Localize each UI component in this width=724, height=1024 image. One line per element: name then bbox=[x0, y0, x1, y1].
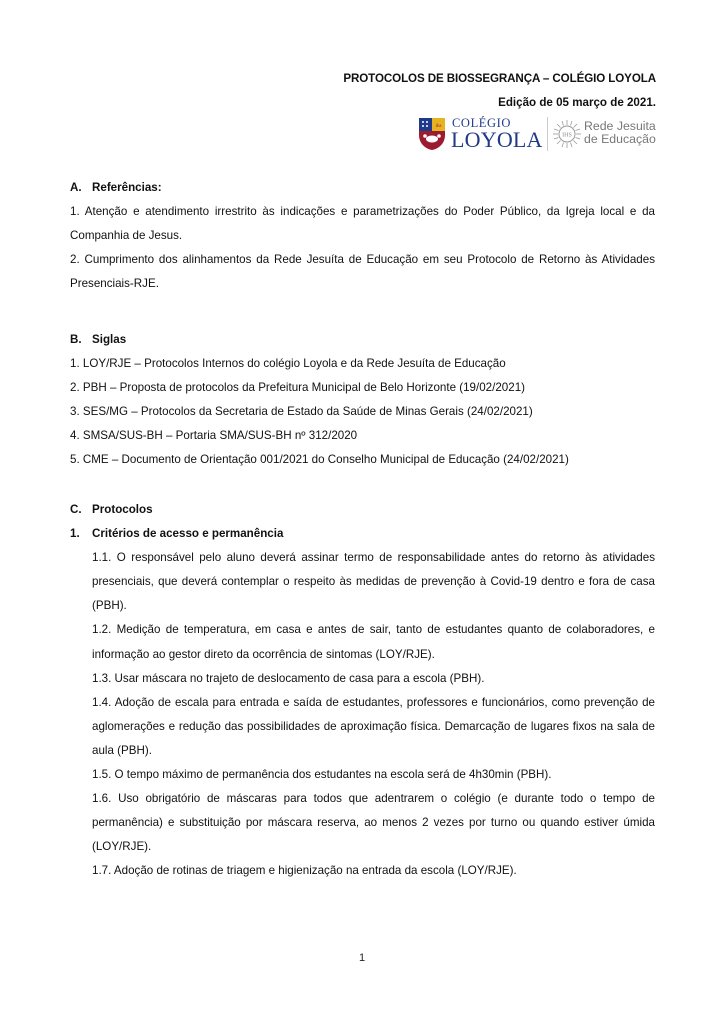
logo-rje-line1: Rede Jesuita bbox=[584, 119, 656, 133]
document-title: PROTOCOLOS DE BIOSSEGRANÇA – COLÉGIO LOYOLA bbox=[343, 72, 656, 85]
protocol-item: 1.1. O responsável pelo aluno deverá assinar termo de responsabilidade antes do retorno às atividades presenciais, que deverá contemplar o respeito às medidas de prevenção à Covid-19 dentro e fora de casa (PBH). bbox=[92, 551, 655, 613]
protocol-item: 1.6. Uso obrigatório de máscaras para todos que adentrarem o colégio (e durante todo o tempo de permanência) e substituição por máscara reserva, ao menos 2 vezes por turno ou quando estiver úmida (LOY/RJE). bbox=[92, 792, 655, 854]
section-letter: B. bbox=[70, 333, 82, 346]
edition-date: Edição de 05 março de 2021. bbox=[498, 96, 656, 109]
section-heading bbox=[70, 328, 655, 352]
section-title: Protocolos bbox=[92, 503, 153, 516]
page-number: 1 bbox=[358, 952, 366, 964]
colegio-loyola-shield-icon bbox=[418, 117, 446, 151]
acronym-item: 4. SMSA/SUS-BH – Portaria SMA/SUS-BH nº 312/2020 bbox=[70, 429, 358, 443]
protocol-item: 1.4. Adoção de escala para entrada e saída de estudantes, professores e funcionários, como prevenção de aglomerações e redução das possibilidades de aproximação física. Demarcação de lugares fixos na sala de aula (PBH). bbox=[92, 695, 655, 757]
acronym-item: 2. PBH – Proposta de protocolos da Prefeitura Municipal de Belo Horizonte (19/02/2021) bbox=[70, 381, 525, 395]
section-letter: A. bbox=[70, 181, 82, 194]
acronym-item: 1. LOY/RJE – Protocolos Internos do colégio Loyola e da Rede Jesuíta de Educação bbox=[70, 357, 506, 371]
section-protocols bbox=[70, 498, 655, 884]
rje-sun-emblem-icon bbox=[552, 119, 582, 149]
section-title: Referências: bbox=[92, 181, 162, 194]
protocol-items bbox=[70, 546, 655, 883]
acronym-item: 5. CME – Documento de Orientação 001/2021 do Conselho Municipal de Educação (24/02/2021) bbox=[70, 453, 569, 467]
subsection-title: Critérios de acesso e permanência bbox=[92, 527, 284, 541]
section-title: Siglas bbox=[92, 333, 127, 346]
logo-colegio-text: COLÉGIO bbox=[452, 116, 512, 130]
reference-item: 2. Cumprimento dos alinhamentos da Rede Jesuíta de Educação em seu Protocolo de Retorno às Atividades Presenciais-RJE. bbox=[70, 253, 655, 291]
logo-rje-text bbox=[584, 120, 656, 146]
section-heading bbox=[70, 498, 655, 522]
subsection-number: 1. bbox=[70, 527, 80, 541]
acronym-item: 3. SES/MG – Protocolos da Secretaria de Estado da Saúde de Minas Gerais (24/02/2021) bbox=[70, 405, 533, 419]
protocol-item: 1.3. Usar máscara no trajeto de deslocamento de casa para a escola (PBH). bbox=[92, 671, 485, 685]
protocol-item: 1.2. Medição de temperatura, em casa e antes de sair, tanto de estudantes quanto de colaboradores, e informação ao gestor direto da ocorrência de sintomas (LOY/RJE). bbox=[92, 623, 655, 661]
protocol-item: 1.5. O tempo máximo de permanência dos estudantes na escola será de 4h30min (PBH). bbox=[92, 768, 552, 782]
section-letter: C. bbox=[70, 503, 82, 516]
header-logos bbox=[418, 115, 658, 155]
logo-loyola-text: LOYOLA bbox=[451, 127, 543, 152]
protocol-item: 1.7. Adoção de rotinas de triagem e higienização na entrada da escola (LOY/RJE). bbox=[92, 864, 517, 878]
section-heading bbox=[70, 176, 655, 200]
logo-rje-line2: de Educação bbox=[584, 132, 656, 146]
logo-divider bbox=[547, 117, 548, 151]
subsection-heading bbox=[70, 522, 655, 546]
section-references bbox=[70, 176, 655, 296]
section-acronyms bbox=[70, 328, 655, 473]
svg-text:ihs: ihs bbox=[435, 124, 442, 129]
svg-text:IHS: IHS bbox=[562, 132, 572, 139]
reference-item: 1. Atenção e atendimento irrestrito às indicações e parametrizações do Poder Público, da Igreja local e da Companhia de Jesus. bbox=[70, 205, 655, 243]
